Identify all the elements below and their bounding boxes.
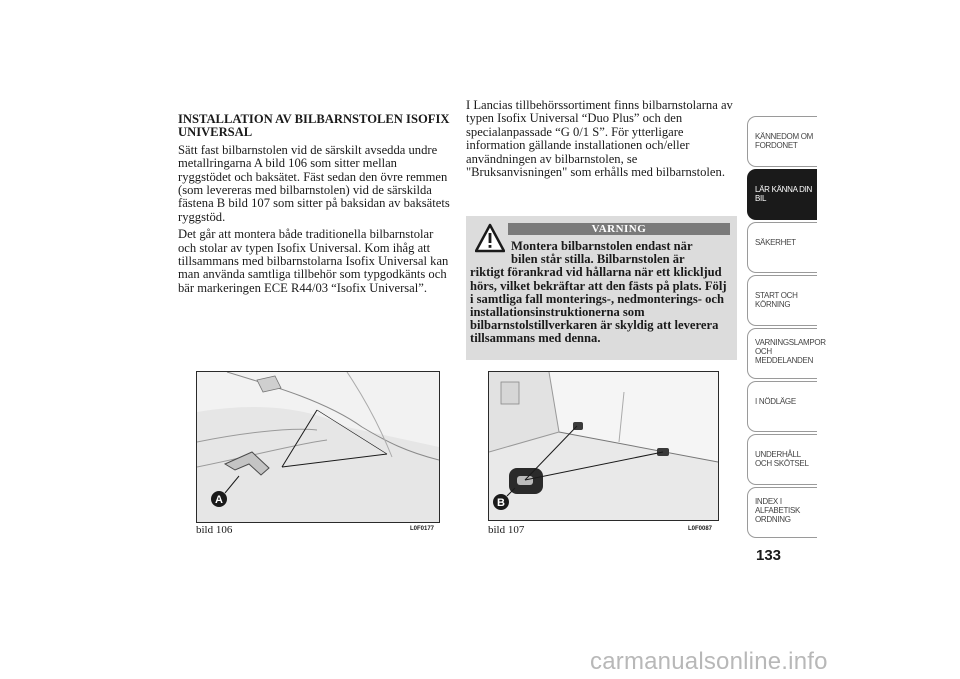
tab-kannedom-om-fordonet[interactable]: KÄNNEDOM OM FORDONET [747,116,817,167]
warning-body: riktigt förankrad vid hållarna när ett klickljud hörs, vilket bekräftar att den fästs på plats. Följ i samtliga fall monterings-, nedmonterings- och installationsinstruktionerna som bilbarnstolstillverkaren är skyldig att leverera tillsammans med denna. [470,265,727,346]
tab-i-nodlage[interactable]: I NÖDLÄGE [747,381,817,432]
figure-caption: bild 107 [488,524,525,536]
warning-box [466,216,737,360]
warning-line: Montera bilbarnstolen endast när [511,239,693,253]
tab-underhall-och-skotsel[interactable]: UNDERHÅLL OCH SKÖTSEL [747,434,817,485]
tab-lar-kanna-din-bil[interactable]: LÄR KÄNNA DIN BIL [747,169,817,220]
tab-index[interactable]: INDEX I ALFABETISK ORDNING [747,487,817,538]
callout-label-a: A [215,494,223,506]
warning-line: bilen står stilla. Bilbarnstolen är [511,252,685,267]
right-column [466,99,740,183]
figure-code: L0F0087 [688,526,713,532]
paragraph: I Lancias tillbehörssortiment finns bilbarnstolarna av typen Isofix Universal “Duo Plus” och den specialanpassade “G 0/1 S”. För ytterligare information gällande installationen och/eller användningen av bilbarnstolen, se "Bruksanvisningen" som erhålls med bilbarnstolen. [466,98,733,180]
figure-106-image [196,371,440,523]
paragraph: Det går att montera både traditionella bilbarnstolar och stolar av typen Isofix Universal. Kom ihåg att tillsammans med bilbarnstolarna Isofix Universal kan man använda samtliga tillbehör som typgodkänts och bär markeringen ECE R44/03 “Isofix Universal”. [178,227,449,295]
paragraph: Sätt fast bilbarnstolen vid de särskilt avsedda undre metallringarna A bild 106 som sitter mellan ryggstödet och baksätet. Fäst sedan den övre remmen (som levereras med bilbarnstolen) vid de särskilda fästena B bild 107 som sitter på baksidan av baksätets ryggstöd. [178,142,450,224]
page-number: 133 [756,547,782,564]
figure-107-image [488,371,719,521]
tab-varningslampor[interactable]: VARNINGSLAMPOR OCH MEDDELANDEN [747,328,817,379]
figure-code: L0F0177 [410,526,435,532]
warning-title: VARNING [508,223,730,235]
tab-sakerhet[interactable]: SÄKERHET [747,222,817,273]
section-heading: INSTALLATION AV BILBARNSTOLEN ISOFIX UNIVERSAL [178,112,450,140]
warning-text [470,240,732,346]
left-column [178,113,450,299]
watermark: carmanualsonline.info [590,648,828,675]
figure-caption: bild 106 [196,524,233,536]
tab-start-och-korning[interactable]: START OCH KÖRNING [747,275,817,326]
callout-label-b: B [497,497,505,509]
